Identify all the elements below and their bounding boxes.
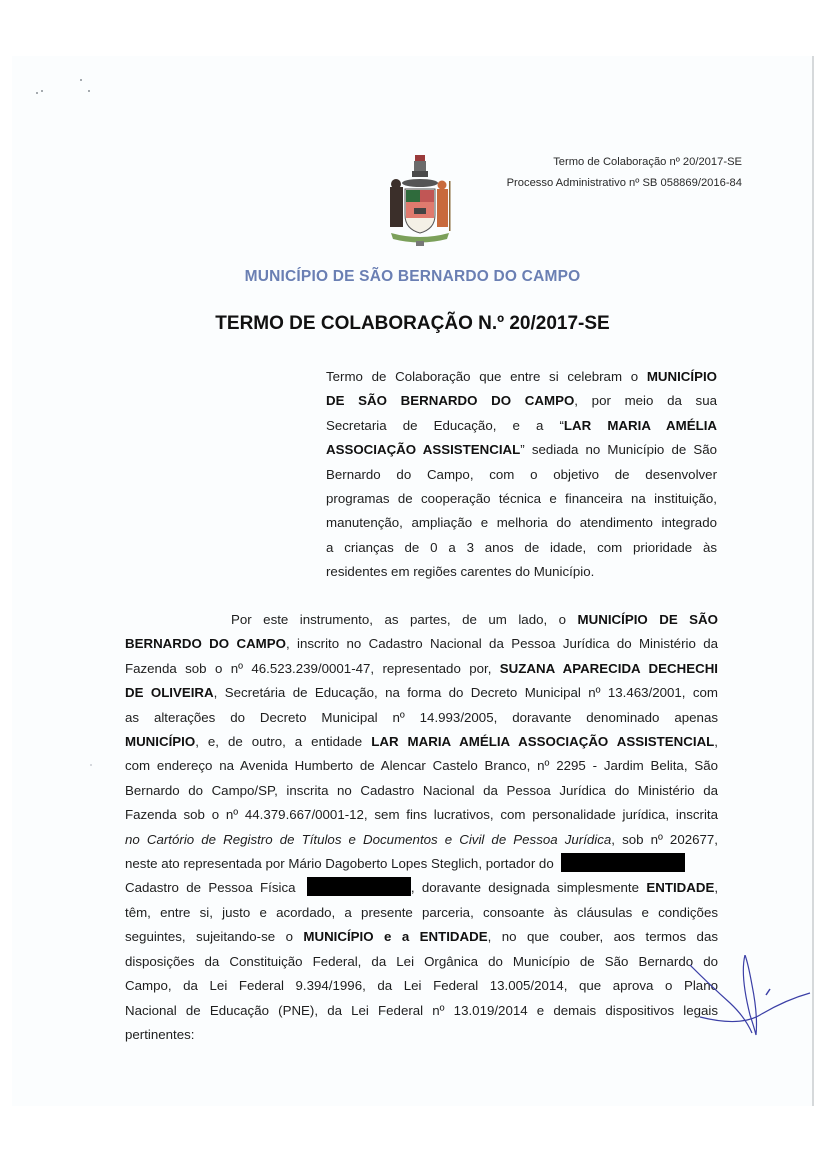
ementa-line: Bernardo do Campo, com o objetivo de desenvolver <box>326 466 717 482</box>
text: , por meio da sua <box>574 393 717 409</box>
bold-text: MUNICÍPIO <box>646 369 717 384</box>
bold-text: DE OLIVEIRA <box>125 685 214 701</box>
body-line: Fazenda sob o nº 44.379.667/0001-12, sem fins lucrativos, com personalidade jurídica, inscrita <box>125 807 718 823</box>
coat-of-arms-icon <box>385 153 455 248</box>
text: , doravante designada simplesmente <box>410 880 647 896</box>
signature-icon <box>690 955 815 1045</box>
ementa-line: programas de cooperação técnica e financeira na instituição, <box>326 491 717 507</box>
body-line: Nacional de Educação (PNE), da Lei Federal nº 13.019/2014 e demais dispositivos legais <box>125 1002 718 1018</box>
process-reference: Processo Administrativo nº SB 058869/2016-84 <box>506 177 742 189</box>
scan-speck <box>88 90 90 92</box>
body-line <box>125 681 718 705</box>
bold-text: MUNICÍPIO e a ENTIDADE <box>303 929 488 945</box>
ementa-line: manutenção, ampliação e melhoria do atendimento integrado <box>326 515 717 531</box>
body-line <box>125 876 718 900</box>
document-title: TERMO DE COLABORAÇÃO N.º 20/2017-SE <box>215 313 610 334</box>
scan-speck <box>41 90 43 92</box>
body-line <box>125 657 718 681</box>
body-line: pertinentes: <box>125 1026 195 1042</box>
body-line <box>125 852 718 876</box>
text: , <box>714 734 718 750</box>
term-reference: Termo de Colaboração nº 20/2017-SE <box>553 156 742 168</box>
body-line <box>125 925 718 949</box>
ementa-line <box>326 389 717 413</box>
bold-text: ASSOCIAÇÃO ASSISTENCIAL <box>326 442 521 458</box>
text: , e, de outro, a entidade <box>195 734 372 750</box>
text: neste ato representada por Mário Dagoberto Lopes Steglich, portador do <box>125 856 554 872</box>
body-line: disposições da Constituição Federal, da Lei Orgânica do Município de São Bernardo do <box>125 953 718 969</box>
text: , sob nº 202677, <box>611 831 718 847</box>
scan-speck <box>80 79 82 81</box>
body-line <box>125 730 718 754</box>
body-line: as alterações do Decreto Municipal nº 14.993/2005, doravante denominado apenas <box>125 709 718 725</box>
municipality-heading: MUNICÍPIO DE SÃO BERNARDO DO CAMPO <box>244 268 581 285</box>
text: , no que couber, aos termos das <box>487 929 718 945</box>
text: Fazenda sob o nº 46.523.239/0001-47, representado por, <box>125 660 500 676</box>
body-line: têm, entre si, justo e acordado, a presente parceria, consoante às cláusulas e condições <box>125 904 718 920</box>
bold-text: BERNARDO DO CAMPO <box>125 636 286 652</box>
ementa-line: a crianças de 0 a 3 anos de idade, com prioridade às <box>326 539 717 555</box>
ementa-line <box>326 438 717 462</box>
ementa-line <box>326 365 717 389</box>
body-line <box>125 828 718 852</box>
bold-text: MUNICÍPIO <box>125 734 196 750</box>
bold-text: MUNICÍPIO DE SÃO <box>577 612 718 627</box>
bold-text: ENTIDADE <box>646 880 715 896</box>
italic-text: no Cartório de Registro de Títulos e Documentos e Civil de Pessoa Jurídica <box>125 831 612 847</box>
body-line: Bernardo do Campo/SP, inscrita no Cadastro Nacional da Pessoa Jurídica do Ministério da <box>125 782 718 798</box>
ementa-line <box>326 414 717 438</box>
text: Secretaria de Educação, e a “ <box>326 417 564 433</box>
text: ” sediada no Município de São <box>520 442 718 458</box>
bold-text: LAR MARIA AMÉLIA <box>563 417 717 433</box>
ementa-line: residentes em regiões carentes do Município. <box>326 564 595 580</box>
text: , inscrito no Cadastro Nacional da Pessoa Jurídica do Ministério da <box>285 636 718 652</box>
text: Por este instrumento, as partes, de um lado, o <box>231 612 578 627</box>
preamble-paragraph <box>125 608 718 1047</box>
body-line <box>125 632 718 656</box>
bold-text: DE SÃO BERNARDO DO CAMPO <box>326 393 575 409</box>
text: , <box>714 880 719 896</box>
text: , Secretária de Educação, na forma do Decreto Municipal nº 13.463/2001, com <box>213 685 718 701</box>
redaction-cpf <box>307 877 411 896</box>
bold-text: SUZANA APARECIDA DECHECHI <box>499 660 718 676</box>
body-line: com endereço na Avenida Humberto de Alencar Castelo Branco, nº 2295 - Jardim Belita, São <box>125 758 718 774</box>
ementa-summary <box>326 365 717 585</box>
scan-speck <box>90 764 92 766</box>
reference-block <box>507 152 742 194</box>
redaction-rg <box>561 853 685 872</box>
text: Cadastro de Pessoa Física <box>125 880 296 896</box>
text: seguintes, sujeitando-se o <box>125 929 304 945</box>
body-line: Campo, da Lei Federal 9.394/1996, da Lei Federal 13.005/2014, que aprova o Plano <box>125 978 718 994</box>
body-line <box>125 608 718 632</box>
scan-speck <box>36 92 38 94</box>
text: Termo de Colaboração que entre si celebram o <box>326 369 647 384</box>
bold-text: LAR MARIA AMÉLIA ASSOCIAÇÃO ASSISTENCIAL <box>371 734 715 750</box>
